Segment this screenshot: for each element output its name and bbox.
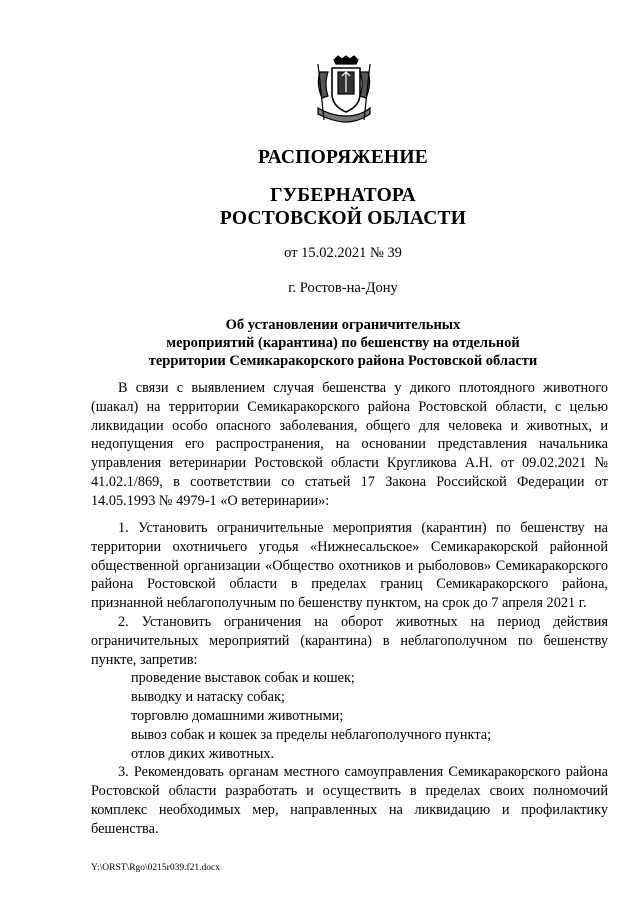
subject-line: мероприятий (карантина) по бешенству на отдельной — [166, 335, 520, 351]
document-city: г. Ростов-на-Дону — [288, 280, 398, 296]
clause-2-list-item: выводку и натаску собак; — [131, 689, 285, 706]
document-date-number: от 15.02.2021 № 39 — [284, 245, 402, 261]
clause-2-list-item: вывоз собак и кошек за пределы неблагополучного пункта; — [131, 726, 492, 743]
clauses-section — [91, 519, 608, 839]
subject-line: территории Семикаракорского района Ростовской области — [148, 353, 538, 369]
preamble-paragraph: В связи с выявлением случая бешенства у дикого плотоядного животного (шакал) на территории Семикаракорского района Ростовской области, с целью ликвидации особо опасного заболевания, общего для человека и животных, и недопущения его распространения, на основании представления начальника управления ветеринарии Ростовской области Кругликова А.Н. от 09.02.2021 № 41.02.1/869, в соответствии со статьей 17 Закона Российской Федерации от 14.05.1993 № 4979-1 «О ветеринарии»: — [91, 380, 608, 509]
clause-2-list-item: проведение выставок собак и кошек; — [131, 670, 355, 687]
preamble-section — [91, 379, 608, 511]
document-subject — [0, 316, 640, 370]
footer-file-path: Y:\ORST\Rgo\0215r039.f21.docx — [91, 863, 220, 873]
clause-2: 2. Установить ограничения на оборот животных на период действия ограничительных мероприятий (карантина) в неблагополучном по бешенству пункте, запретив: — [91, 613, 608, 668]
issuer-line-1: ГУБЕРНАТОРА — [270, 185, 416, 206]
issuer-line-2: РОСТОВСКОЙ ОБЛАСТИ — [219, 208, 467, 229]
clause-3: 3. Рекомендовать органам местного самоуправления Семикаракорского района Ростовской области разработать и осуществить в пределах своих полномочий комплекс необходимых мер, направленных на ликвидацию и профилактику бешенства. — [91, 764, 608, 837]
clause-1: 1. Установить ограничительные мероприятия (карантин) по бешенству на территории охотничьего угодья «Нижнесальское» Семикаракорской районной общественной организации «Общество охотников и рыболовов» Семикаракорского района Ростовской области в пределах границ Семикаракорского района, признанной неблагополучным по бешенству пунктом, на срок до 7 апреля 2021 г. — [91, 520, 608, 612]
clause-2-list-item: торговлю домашними животными; — [131, 707, 344, 724]
issuer-heading — [0, 184, 640, 230]
clause-2-list-item: отлов диких животных. — [131, 745, 275, 762]
coat-of-arms-icon — [312, 54, 376, 126]
subject-line: Об установлении ограничительных — [225, 317, 461, 333]
document-title: РАСПОРЯЖЕНИЕ — [258, 147, 428, 168]
